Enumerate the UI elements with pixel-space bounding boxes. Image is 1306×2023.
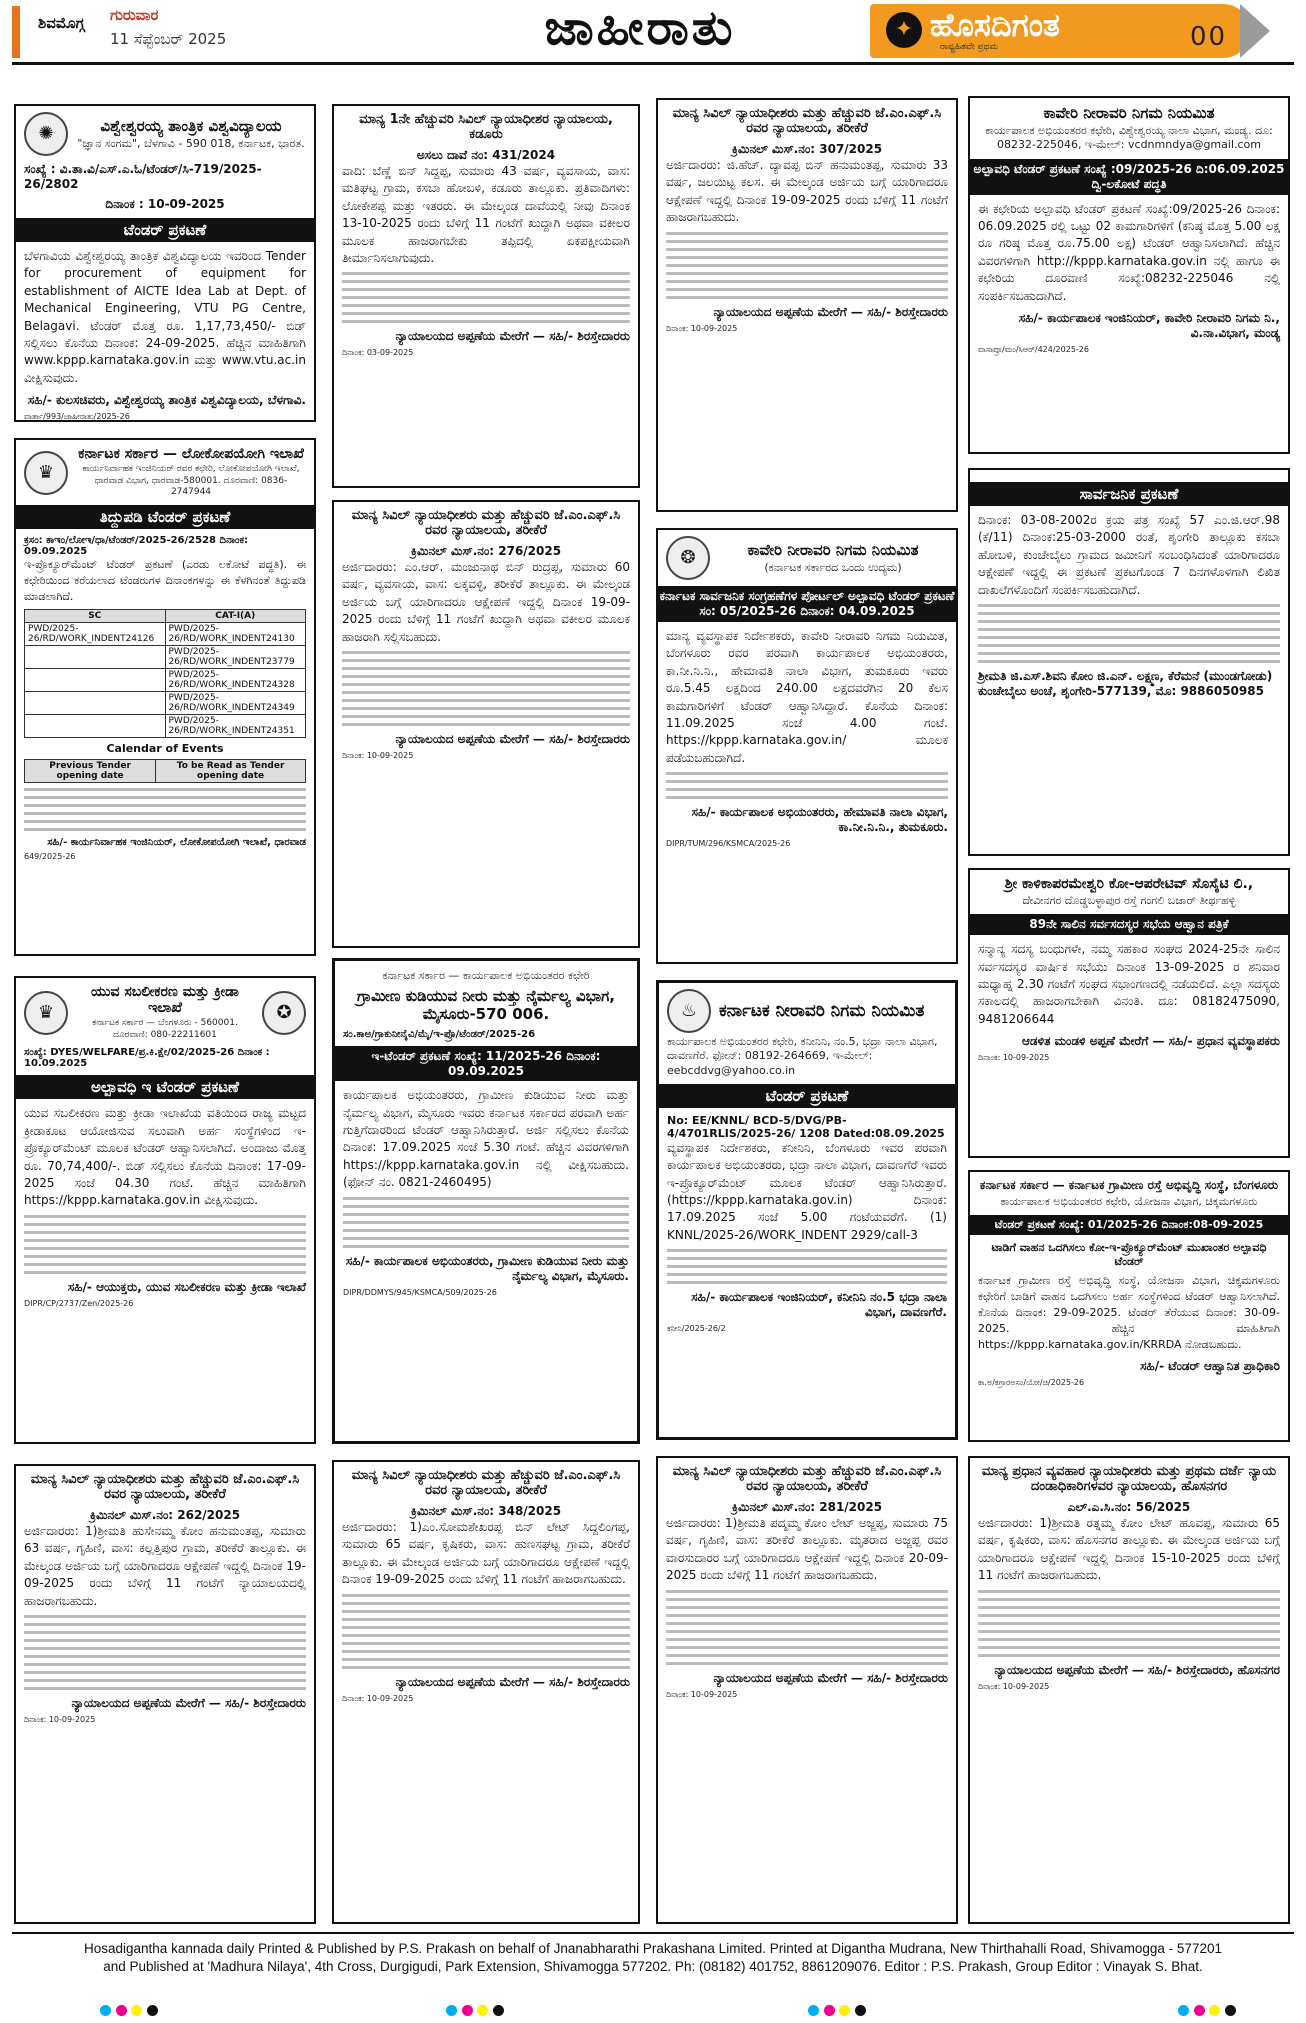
ad-subtitle: ಟಾಡಿಗೆ ವಾಹನ ಒದಗಿಸಲು ಕೋ-ಇ-ಪ್ರೊಕ್ಯೂರ್‌ಮೆಂಟ್ ಮುಖಾಂತರ ಅಲ್ಪಾವಧಿ ಟೆಂಡರ್ <box>991 1241 1267 1269</box>
ad-org-sub: ಕರ್ನಾಟಕ ಸರ್ಕಾರ — ಬೆಂಗಳೂರು - 560001. ದೂರವಾಣಿ: 080-22211601 <box>92 1018 238 1040</box>
ad-pwd-tender <box>14 438 316 956</box>
calendar-rows <box>24 788 306 831</box>
ad-body: ಅರ್ಜಿದಾರರು: 1)ಶ್ರೀಮತಿ ಪದ್ಮಮ್ಮ ಕೋಂ ಲೇಟ್ ಅಜ್ಜಪ್ಪ, ಸುಮಾರು 75 ವರ್ಷ, ಗೃಹಿಣಿ, ವಾಸ: ತರೀಕೆರೆ ತಾಲ್ಲೂಕು. ಮೃತರಾದ ಅಜ್ಜಪ್ಪ ರವರ ವಾರಸುದಾರರ ಬಗ್ಗೆ ಯಾರಿಗಾದರೂ ಆಕ್ಷೇಪಣೆ ಇದ್ದಲ್ಲಿ ದಿನಾಂಕ 20-09-2025 ರಂದು ಬೆಳಿಗ್ಗೆ 11 ಗಂಟೆಗೆ ಹಾಜರಾಗಬಹುದು. <box>666 1516 948 1583</box>
ad-sign: ಸಹಿ/- ಆಯುಕ್ತರು, ಯುವ ಸಬಲೀಕರಣ ಮತ್ತು ಕ್ರೀಡಾ ಇಲಾಖೆ <box>67 1279 306 1294</box>
ad-body: ಅರ್ಜಿದಾರರು: 1)ಎಂ.ಸೋಮಶೇಖರಪ್ಪ ಬಿನ್ ಲೇಟ್ ಸಿದ್ದಲಿಂಗಪ್ಪ, ಸುಮಾರು 65 ವರ್ಷ, ಕೃಷಿಕರು, ವಾಸ: ಹುಣಸಘಟ್ಟ ಗ್ರಾಮ, ತರೀಕೆರೆ ತಾಲ್ಲೂಕು. ಈ ಮೇಲ್ಕಂಡ ಅರ್ಜಿಯ ಬಗ್ಗೆ ಯಾರಿಗಾದರೂ ಆಕ್ಷೇಪಣೆ ಇದ್ದಲ್ಲಿ ದಿನಾಂಕ 19-09-2025 ರಂದು ಬೆಳಿಗ್ಗೆ 11 ಗಂಟೆಗೆ ಹಾಜರಾಗಬಹುದು. <box>342 1520 630 1587</box>
ad-body: ವ್ಯವಸ್ಥಾಪಕ ನಿರ್ದೇಶಕರು, ಕನೀನಿನಿ, ಬೆಂಗಳೂರು ಇವರ ಪರವಾಗಿ ಕಾರ್ಯಪಾಲಕ ಅಭಿಯಂತರರು, ಭದ್ರಾ ನಾಲಾ ವಿಭಾಗ, ದಾವಣಗೆರೆ ಇವರು ಇ-ಪ್ರೊಕ್ಯೂರ್‌ಮೆಂಟ್ ಮೂಲಕ ಟೆಂಡರ್ ಆಹ್ವಾನಿಸಿರುತ್ತಾರೆ. (https://kppp.karnataka.gov.in) ದಿನಾಂಕ: 17.09.2025 ಸಂಜೆ 5.00 ಗಂಟೆಯವರೆಗೆ. (1) KNNL/2025-26/WORK_INDENT 2929/call-3 <box>667 1140 947 1242</box>
ad-sign: ಸಹಿ/- ಕಾರ್ಯಪಾಲಕ ಅಭಿಯಂತರರು, ಹೇಮಾವತಿ ನಾಲಾ ವಿಭಾಗ, ಕಾ.ನೀ.ನಿ.ನಿ., ತುಮಕೂರು. <box>691 805 948 835</box>
ad-cooperative-agm <box>968 868 1290 1158</box>
ad-date: ದಿನಾಂಕ: 10-09-2025 <box>666 323 738 333</box>
ad-org-sub: ದೇವೀನಗರ ದೊಡ್ಡಬಳ್ಳಾಪುರ ರಸ್ತೆ ಗಂಗಲಿ ಬಜಾರ್ ತೀರ್ಥಹಳ್ಳಿ <box>1022 894 1236 907</box>
ad-banner: ಇ-ಟೆಂಡರ್ ಪ್ರಕಟಣೆ ಸಂಖ್ಯೆ: 11/2025-26 ದಿನಾಂಕ: 09.09.2025 <box>335 1046 637 1081</box>
table-cell <box>25 691 166 714</box>
edition-city: ಶಿವಮೊಗ್ಗ <box>38 14 85 32</box>
ad-org: ಮಾನ್ಯ ಸಿವಿಲ್ ನ್ಯಾಯಾಧೀಶರು ಮತ್ತು ಹೆಚ್ಚುವರಿ ಜೆ.ಎಂ.ಎಫ್.ಸಿ ರವರ ನ್ಯಾಯಾಲಯ, ತರೀಕೆರೆ <box>351 1468 621 1498</box>
ad-org: ಕರ್ನಾಟಕ ಸರ್ಕಾರ — ಕರ್ನಾಟಕ ಗ್ರಾಮೀಣ ರಸ್ತೆ ಅಭಿವೃದ್ಧಿ ಸಂಸ್ಥೆ, ಬೆಂಗಳೂರು <box>979 1178 1279 1192</box>
ad-banner: ಅಲ್ಪಾವಧಿ ಟೆಂಡರ್ ಪ್ರಕಟಣೆ ಸಂಖ್ಯೆ :09/2025-26 ದಿ:06.09.2025 ದ್ವಿ-ಲಕೋಟೆ ಪದ್ಧತಿ <box>970 159 1288 195</box>
table-cell: PWD/2025-26/RD/WORK_INDENT24351 <box>165 714 306 737</box>
ad-date: ದಿನಾಂಕ: 10-09-2025 <box>24 1714 96 1724</box>
indent-table <box>24 609 306 738</box>
ad-body: ಯುವ ಸಬಲೀಕರಣ ಮತ್ತು ಕ್ರೀಡಾ ಇಲಾಖೆಯ ವತಿಯಿಂದ ರಾಜ್ಯ ಮಟ್ಟದ ಕ್ರೀಡಾಕೂಟ ಆಯೋಜಿಸುವ ಸಲುವಾಗಿ ಅರ್ಹ ಸಂಸ್ಥೆಗಳಿಂದ ಇ-ಪ್ರೊಕ್ಯೂರ್‌ಮೆಂಟ್ ಮೂಲಕ ಟೆಂಡರ್ ಆಹ್ವಾನಿಸಲಾಗಿದೆ. ಅಂದಾಜು ಮೊತ್ತ ರೂ. 70,74,400/-. ಬಿಡ್ ಸಲ್ಲಿಸಲು ಕೊನೆಯ ದಿನಾಂಕ: 17-09-2025 ಸಂಜೆ 04.30 ಗಂಟೆ. ಹೆಚ್ಚಿನ ಮಾಹಿತಿಗಾಗಿ https://kppp.karnataka.gov.in ವೀಕ್ಷಿಸುವುದು. <box>24 1106 306 1208</box>
brand-name: ಹೊಸದಿಗಂತ <box>930 6 1060 44</box>
edition-day: ಗುರುವಾರ <box>110 6 159 24</box>
department-logo-icon: ✪ <box>262 991 306 1035</box>
ad-org-sub: ಕಾರ್ಯಪಾಲಕ ಅಭಿಯಂತರರ ಕಛೇರಿ, ಕನೀನಿನಿ, ನಂ.5, ಭದ್ರಾ ನಾಲಾ ವಿಭಾಗ, ದಾವಣಗೆರೆ. ಫೋನ್: 08192-264669, ಇ-ಮೇಲ್: eebcddvg@yahoo.co.in <box>667 1035 938 1077</box>
filler-text <box>342 272 630 323</box>
page-title: ಜಾಹೀರಾತು <box>544 0 736 56</box>
imprint-footer <box>12 1932 1294 1976</box>
ad-ref: ಸಂ.ಕಾಅ/ಗ್ರಾಕುನೀನೈವಿ/ಮೈ/ಇ-ಪ್ರೊ/ಟೆಂಡರ್/2025-26 <box>343 1029 536 1041</box>
filler-text <box>24 1615 306 1690</box>
ad-ref: ಕ್ರಿಮಿನಲ್ ಮಿಸ್.ನಂ: 276/2025 <box>410 544 562 558</box>
ad-ref: ಎಲ್.ಎ.ಸಿ.ನಂ: 56/2025 <box>1067 1500 1191 1514</box>
table-header: Previous Tender opening date <box>25 759 156 782</box>
state-emblem-icon: ♛ <box>24 991 68 1035</box>
university-emblem-icon: ✺ <box>24 112 68 156</box>
filler-text <box>667 1249 947 1284</box>
table-cell: PWD/2025-26/RD/WORK_INDENT24126 <box>25 622 166 645</box>
ad-code: DIPR/DDMYS/945/KSMCA/509/2025-26 <box>343 1287 497 1297</box>
table-cell <box>25 668 166 691</box>
ad-krrda-vehicle-tender <box>968 1170 1290 1442</box>
table-row <box>25 645 306 668</box>
registration-marks <box>808 2005 866 2017</box>
ad-banner: ಅಲ್ಪಾವಧಿ ಇ ಟೆಂಡರ್ ಪ್ರಕಟಣೆ <box>16 1075 314 1099</box>
ad-date: ದಿನಾಂಕ: 10-09-2025 <box>342 1693 414 1703</box>
ad-org-sub: "ಜ್ಞಾನ ಸಂಗಮ", ಬೆಳಗಾವಿ - 590 018, ಕರ್ನಾಟಕ, ಭಾರತ. <box>77 136 305 150</box>
ad-ref: No: EE/KNNL/ BCD-5/DVG/PB-4/4701RLIS/2025-26/ 1208 Dated:08.09.2025 <box>667 1113 945 1140</box>
ad-ref: ಸಂಖ್ಯೆ: DYES/WELFARE/ಪ್ರ.ಕಿ.ಕ್ಷೇ/02/2025-26 ದಿನಾಂಕ : 10.09.2025 <box>24 1047 270 1070</box>
ad-body: ವಾದಿ: ಬೆಣ್ಣೆ ಬಿನ್ ಸಿದ್ದಪ್ಪ, ಸುಮಾರು 43 ವರ್ಷ, ವ್ಯವಸಾಯ, ವಾಸ: ಮತಿಘಟ್ಟ ಗ್ರಾಮ, ಕಸಬಾ ಹೋಬಳಿ, ಕಡೂರು ತಾಲ್ಲೂಕು. ಪ್ರತಿವಾದಿಗಳು: ಲೋಕೇಶಪ್ಪ ಮತ್ತು ಇತರರು. ಈ ಮೇಲ್ಕಂಡ ದಾವೆಯಲ್ಲಿ ನೀವು ದಿನಾಂಕ 13-10-2025 ರಂದು ಬೆಳಿಗ್ಗೆ 11 ಗಂಟೆಗೆ ಖುದ್ದಾಗಿ ಅಥವಾ ವಕೀಲರ ಮೂಲಕ ಹಾಜರಾಗಬೇಕು ತಪ್ಪಿದಲ್ಲಿ ಏಕಪಕ್ಷೀಯವಾಗಿ ತೀರ್ಮಾನಿಸಲಾಗುವುದು. <box>342 164 630 265</box>
ad-banner: ಕರ್ನಾಟಕ ಸಾರ್ವಜನಿಕ ಸಂಗ್ರಹಣೆಗಳ ಪೋರ್ಟಲ್ ಅಲ್ಪಾವಧಿ ಟೆಂಡರ್ ಪ್ರಕಟಣೆ ಸಂ: 05/2025-26 ದಿನಾಂಕ: 04.09.2025 <box>658 586 956 622</box>
page-number: 00 <box>1190 22 1228 52</box>
header-arrow <box>1240 4 1270 58</box>
ad-body: ಬೆಳಗಾವಿಯ ವಿಶ್ವೇಶ್ವರಯ್ಯ ತಾಂತ್ರಿಕ ವಿಶ್ವವಿದ್ಯಾಲಯ ಇವರಿಂದ Tender for procurement of equipment for establishment of AICTE Idea Lab at Dept. of Mechanical Engineering, VTU PG Centre, Belagavi. ಟೆಂಡರ್ ಮೊತ್ತ ರೂ. 1,17,73,450/- ಬಿಡ್ ಸಲ್ಲಿಸಲು ಕೊನೆಯ ದಿನಾಂಕ: 24-09-2025. ಹೆಚ್ಚಿನ ಮಾಹಿತಿಗಾಗಿ www.kppp.karnataka.gov.in ಮತ್ತು www.vtu.ac.in ವೀಕ್ಷಿಸುವುದು. <box>24 249 306 385</box>
brand-tagline: ರಾಷ್ಟ್ರಹಿತವೇ ಪ್ರಥಮ <box>940 42 999 52</box>
table-header: To be Read as Tender opening date <box>156 759 306 782</box>
accent-bar <box>12 6 20 58</box>
registration-marks <box>446 2005 504 2017</box>
ad-date: ದಿನಾಂಕ: 10-09-2025 <box>978 1053 1050 1063</box>
table-cell <box>25 714 166 737</box>
ad-sign: ಸಹಿ/- ಕಾರ್ಯಪಾಲಕ ಇಂಜಿನಿಯರ್, ಕನೀನಿನಿ ನಂ.5 ಭದ್ರಾ ನಾಲಾ ವಿಭಾಗ, ದಾವಣಗೆರೆ. <box>691 1290 947 1320</box>
ad-org: ಮಾನ್ಯ 1ನೇ ಹೆಚ್ಚುವರಿ ಸಿವಿಲ್ ನ್ಯಾಯಾಧೀಶರ ನ್ಯಾಯಾಲಯ, ಕಡೂರು <box>359 112 613 142</box>
ad-org-sub: ಕಾರ್ಯನಿರ್ವಾಹಕ ಇಂಜಿನಿಯರ್ ರವರ ಕಛೇರಿ, ಲೋಕೋಪಯೋಗಿ ಇಲಾಖೆ, ಧಾರವಾಡ ವಿಭಾಗ, ಧಾರವಾಡ-580001. ದೂರವಾಣಿ: 0836-2747944 <box>82 464 300 498</box>
table-cell: PWD/2025-26/RD/WORK_INDENT24349 <box>165 691 306 714</box>
ad-ref: ಸಂಖ್ಯೆ : ವಿ.ತಾ.ವಿ/ಎಸ್.ಎ.ಓ/ಟೆಂಡರ್/ಸಿ-719/2025-26/2802 <box>24 162 262 191</box>
ad-org: ಮಾನ್ಯ ಪ್ರಧಾನ ವ್ಯವಹಾರ ನ್ಯಾಯಾಧೀಶರು ಮತ್ತು ಪ್ರಥಮ ದರ್ಜೆ ನ್ಯಾಯ ದಂಡಾಧಿಕಾರಿಗಳವರ ನ್ಯಾಯಾಲಯ, ಹೊಸನಗರ <box>981 1464 1277 1494</box>
ad-org: ಮಾನ್ಯ ಸಿವಿಲ್ ನ್ಯಾಯಾಧೀಶರು ಮತ್ತು ಹೆಚ್ಚುವರಿ ಜೆ.ಎಂ.ಎಫ್.ಸಿ ರವರ ನ್ಯಾಯಾಲಯ, ತರೀಕೆರೆ <box>30 1472 300 1502</box>
ad-org-sub: ಕಾರ್ಯಪಾಲಕ ಅಭಿಯಂತರರ ಕಛೇರಿ, ವಿಶ್ವೇಶ್ವರಯ್ಯ ನಾಲಾ ವಿಭಾಗ, ಮಂಡ್ಯ. ದೂ: 08232-225046, ಇ-ಮೇಲ್: vcdnmndya@gmail.com <box>985 124 1273 152</box>
calendar-table <box>24 759 306 783</box>
ad-org: ಮಾನ್ಯ ಸಿವಿಲ್ ನ್ಯಾಯಾಧೀಶರು ಮತ್ತು ಹೆಚ್ಚುವರಿ ಜೆ.ಎಂ.ಎಫ್.ಸಿ ರವರ ನ್ಯಾಯಾಲಯ, ತರೀಕೆರೆ <box>351 508 621 538</box>
ad-date: ದಿನಾಂಕ: 10-09-2025 <box>978 1681 1050 1691</box>
table-header: CAT-I(A) <box>165 609 306 622</box>
ad-sign: ಸಹಿ/- ಕಾರ್ಯಪಾಲಕ ಇಂಜಿನಿಯರ್, ಕಾವೇರಿ ನೀರಾವರಿ ನಿಗಮ ನಿ., ವಿ.ನಾ.ವಿಭಾಗ, ಮಂಡ್ಯ <box>1018 310 1280 340</box>
ad-org: ಯುವ ಸಬಲೀಕರಣ ಮತ್ತು ಕ್ರೀಡಾ ಇಲಾಖೆ <box>91 984 239 1016</box>
table-row <box>25 622 306 645</box>
ad-org: ಕಾವೇರಿ ನೀರಾವರಿ ನಿಗಮ ನಿಯಮಿತ <box>1043 104 1215 122</box>
ad-youth-sports-tender <box>14 976 316 1444</box>
ad-org-sub: ಕಾರ್ಯಪಾಲಕ ಅಭಿಯಂತರರ ಕಛೇರಿ, ಯೋಜನಾ ವಿಭಾಗ, ಚಿಕ್ಕಮಗಳೂರು <box>1000 1195 1258 1208</box>
filler-text <box>343 1197 629 1248</box>
ad-banner: 89ನೇ ಸಾಲಿನ ಸರ್ವಸದಸ್ಯರ ಸಭೆಯ ಆಹ್ವಾನ ಪತ್ರಿಕೆ <box>970 914 1288 935</box>
ad-cauvery-mandya-tender <box>968 96 1290 454</box>
ad-sign: ಆಡಳಿತ ಮಂಡಳಿ ಅಪ್ಪಣೆ ಮೇರೆಗೆ — ಸಹಿ/- ಪ್ರಧಾನ ವ್ಯವಸ್ಥಾಪಕರು <box>1021 1034 1280 1049</box>
ad-date: ದಿನಾಂಕ: 10-09-2025 <box>342 750 414 760</box>
ad-body: ಮಾನ್ಯ ವ್ಯವಸ್ಥಾಪಕ ನಿರ್ದೇಶಕರು, ಕಾವೇರಿ ನೀರಾವರಿ ನಿಗಮ ನಿಯಮಿತ, ಬೆಂಗಳೂರು ರವರ ಪರವಾಗಿ ಕಾರ್ಯಪಾಲಕ ಅಭಿಯಂತರರು, ಕಾ.ನೀ.ನಿ.ನಿ., ಹೇಮಾವತಿ ನಾಲಾ ವಿಭಾಗ, ತುಮಕೂರು ಇವರು ರೂ.5.45 ಲಕ್ಷದಿಂದ 240.00 ಲಕ್ಷದವರೆಗಿನ 20 ಕೆಲಸ ಕಾಮಗಾರಿಗಳಿಗೆ ಟೆಂಡರ್ ಆಹ್ವಾನಿಸಿದ್ದಾರೆ. ಕೊನೆಯ ದಿನಾಂಕ: 11.09.2025 ಸಂಜೆ 4.00 ಗಂಟೆ. https://kppp.karnataka.gov.in/ ಮೂಲಕ ಪಡೆಯಬಹುದಾಗಿದೆ. <box>666 629 948 765</box>
ad-org: ಕಾವೇರಿ ನೀರಾವರಿ ನಿಗಮ ನಿಯಮಿತ <box>747 540 919 559</box>
ad-sign: ನ್ಯಾಯಾಲಯದ ಅಪ್ಪಣೆಯ ಮೇರೆಗೆ — ಸಹಿ/- ಶಿರಸ್ತೇದಾರರು <box>395 731 630 746</box>
table-row <box>25 691 306 714</box>
ad-court-notice-307 <box>656 98 958 512</box>
filler-text <box>978 1590 1280 1657</box>
ad-banner: ಸಾರ್ವಜನಿಕ ಪ್ರಕಟಣೆ <box>970 482 1288 506</box>
ad-court-notice-276 <box>332 500 640 948</box>
ad-cauvery-tumkur-tender <box>656 528 958 964</box>
ad-sign: ಸಹಿ/- ಕಾರ್ಯನಿರ್ವಾಹಕ ಇಂಜಿನಿಯರ್, ಲೋಕೋಪಯೋಗಿ ಇಲಾಖೆ, ಧಾರವಾಡ <box>47 836 306 848</box>
table-cell: PWD/2025-26/RD/WORK_INDENT24328 <box>165 668 306 691</box>
ad-code: 649/2025-26 <box>24 851 76 861</box>
filler-text <box>24 1215 306 1274</box>
ad-sign: ನ್ಯಾಯಾಲಯದ ಅಪ್ಪಣೆಯ ಮೇರೆಗೆ — ಸಹಿ/- ಶಿರಸ್ತೇದಾರರು, ಹೊಸನಗರ <box>994 1662 1280 1677</box>
registration-marks <box>1178 2005 1236 2017</box>
filler-text <box>342 1594 630 1669</box>
ad-public-notice <box>968 468 1290 856</box>
table-row <box>25 668 306 691</box>
table-header: SC <box>25 609 166 622</box>
ad-sign: ನ್ಯಾಯಾಲಯದ ಅಪ್ಪಣೆಯ ಮೇರೆಗೆ — ಸಹಿ/- ಶಿರಸ್ತೇದಾರರು <box>71 1695 306 1710</box>
ad-code: ಕಾ.ಅ/ಕಗ್ರಾರಅಸಂ/ಯೋ/ಚಿ/2025-26 <box>978 1377 1085 1387</box>
ad-vtu-tender <box>14 104 316 422</box>
edition-date: 11 ಸೆಪ್ಟೆಂಬರ್ 2025 <box>110 30 227 48</box>
ad-code: DIPR/CP/2737/Zen/2025-26 <box>24 1298 134 1308</box>
table-cell <box>25 645 166 668</box>
knnl-logo-icon: ♨ <box>667 989 711 1033</box>
ad-date: ದಿನಾಂಕ: 03-09-2025 <box>342 348 414 358</box>
ad-ref: ಕ್ರಸಂ: ಕಾಇಂ/ಲೋಇ/ಧಾ/ಟೆಂಡರ್/2025-26/2528 ದಿನಾಂಕ: 09.09.2025 <box>24 535 248 558</box>
ad-ref: ಕ್ರಿಮಿನಲ್ ಮಿಸ್.ನಂ: 307/2025 <box>731 142 883 156</box>
ad-org: ಕರ್ನಾಟಕ ಸರ್ಕಾರ — ಲೋಕೋಪಯೋಗಿ ಇಲಾಖೆ <box>78 446 304 462</box>
ad-knnl-davanagere-tender <box>656 980 958 1440</box>
ad-body: ಇ-ಪ್ರೊಕ್ಯೂರ್‌ಮೆಂಟ್ ಟೆಂಡರ್ ಪ್ರಕಟಣೆ (ಎರಡು ಲಕೋಟೆ ಪದ್ಧತಿ). ಈ ಕಛೇರಿಯಿಂದ ಕರೆಯಲಾದ ಟೆಂಡರುಗಳ ದಿನಾಂಕಗಳನ್ನು ಈ ಕೆಳಗಿನಂತೆ ತಿದ್ದುಪಡಿ ಮಾಡಲಾಗಿದೆ. <box>24 558 306 603</box>
ad-court-notice-281 <box>656 1456 958 1924</box>
ad-body: ಈ ಕಛೇರಿಯ ಅಲ್ಪಾವಧಿ ಟೆಂಡರ್ ಪ್ರಕಟಣೆ ಸಂಖ್ಯೆ:09/2025-26 ದಿನಾಂಕ: 06.09.2025 ರಲ್ಲಿ ಒಟ್ಟು 02 ಕಾಮಗಾರಿಗಳಿಗೆ (ಕನಿಷ್ಠ ಮೊತ್ತ 5.00 ಲಕ್ಷ ರೂ ಗರಿಷ್ಠ ಮೊತ್ತ ರೂ.75.00 ಲಕ್ಷ) ಟೆಂಡರ್ ಆಹ್ವಾನಿಸಲಾಗಿದೆ. ಹೆಚ್ಚಿನ ವಿವರಗಳಿಗಾಗಿ http://kppp.karnataka.gov.in ನಲ್ಲಿ ಹಾಗೂ ಈ ಕಛೇರಿಯ ದೂರವಾಣಿ ಸಂಖ್ಯೆ:08232-225046 ನಲ್ಲಿ ಸಂಪರ್ಕಿಸಬಹುದಾಗಿದೆ. <box>978 201 1280 303</box>
imprint-line-2: and Published at 'Madhura Nilaya', 4th Cross, Durgigudi, Park Extension, Shivamogga 577202. Ph: (08182) 401752, 8861209076. Editor : P.S. Prakash, Group Editor : Vinayak S. Bhat. <box>103 1959 1203 1975</box>
ad-body: ಕಾರ್ಯಪಾಲಕ ಅಭಿಯಂತರರು, ಗ್ರಾಮೀಣ ಕುಡಿಯುವ ನೀರು ಮತ್ತು ನೈರ್ಮಲ್ಯ ವಿಭಾಗ, ಮೈಸೂರು ಇವರು ಕರ್ನಾಟಕ ಸರ್ಕಾರದ ಪರವಾಗಿ ಅರ್ಹ ಗುತ್ತಿಗೆದಾರರಿಂದ ಟೆಂಡರ್ ಆಹ್ವಾನಿಸಿರುತ್ತಾರೆ. ಅರ್ಜಿ ಸಲ್ಲಿಸಲು ಕೊನೆಯ ದಿನಾಂಕ: 17.09.2025 ಸಂಜೆ 5.30 ಗಂಟೆ. ಹೆಚ್ಚಿನ ವಿವರಗಳಿಗಾಗಿ https://kppp.karnataka.gov.in ನಲ್ಲಿ ವೀಕ್ಷಿಸಬಹುದು. (ಫೋನ್ ನಂ. 0821-2460495) <box>343 1088 629 1190</box>
ad-body: ಸನ್ಮಾನ್ಯ ಸದಸ್ಯ ಬಂಧುಗಳೇ, ನಮ್ಮ ಸಹಕಾರ ಸಂಘದ 2024-25ನೇ ಸಾಲಿನ ಸರ್ವಸದಸ್ಯರ ವಾರ್ಷಿಕ ಸಭೆಯು ದಿನಾಂಕ 13-09-2025 ರ ಶನಿವಾರ ಮಧ್ಯಾಹ್ನ 2.30 ಗಂಟೆಗೆ ಸಂಘದ ಸಭಾಂಗಣದಲ್ಲಿ ನಡೆಯಲಿದೆ. ಎಲ್ಲಾ ಸದಸ್ಯರು ಸಕಾಲದಲ್ಲಿ ಹಾಜರಾಗಬೇಕಾಗಿ ವಿನಂತಿ. ದೂ: 08182475090, 9481206644 <box>978 942 1280 1026</box>
ad-org: ಮಾನ್ಯ ಸಿವಿಲ್ ನ್ಯಾಯಾಧೀಶರು ಮತ್ತು ಹೆಚ್ಚುವರಿ ಜೆ.ಎಂ.ಎಫ್.ಸಿ ರವರ ನ್ಯಾಯಾಲಯ, ತರೀಕೆರೆ <box>672 1464 942 1494</box>
table-cell: PWD/2025-26/RD/WORK_INDENT24130 <box>165 622 306 645</box>
ad-org: ಶ್ರೀ ಕಾಳಿಕಾಪರಮೇಶ್ವರಿ ಕೋ-ಆಪರೇಟಿವ್ ಸೊಸೈಟಿ ಲಿ., <box>1004 876 1254 892</box>
ad-ref: ಕ್ರಿಮಿನಲ್ ಮಿಸ್.ನಂ: 281/2025 <box>731 1500 883 1514</box>
ad-code: ವಾರ್ತಾ/993/ಜಾಹೀರಾತು/2025-26 <box>24 412 130 422</box>
ad-code: ಕನೀನಿ/2025-26/2 <box>667 1324 726 1334</box>
ad-org-sub: (ಕರ್ನಾಟಕ ಸರ್ಕಾರದ ಒಂದು ಉದ್ಯಮ) <box>764 560 902 574</box>
ad-sign: ನ್ಯಾಯಾಲಯದ ಅಪ್ಪಣೆಯ ಮೇರೆಗೆ — ಸಹಿ/- ಶಿರಸ್ತೇದಾರರು <box>395 1674 630 1689</box>
registration-marks <box>100 2005 158 2017</box>
filler-text <box>978 604 1280 663</box>
ad-sign: ಸಹಿ/- ಕಾರ್ಯಪಾಲಕ ಅಭಿಯಂತರರು, ಗ್ರಾಮೀಣ ಕುಡಿಯುವ ನೀರು ಮತ್ತು ನೈರ್ಮಲ್ಯ ವಿಭಾಗ, ಮೈಸೂರು. <box>345 1253 629 1283</box>
ad-sign: ನ್ಯಾಯಾಲಯದ ಅಪ್ಪಣೆಯ ಮೇರೆಗೆ — ಸಹಿ/- ಶಿರಸ್ತೇದಾರರು <box>713 304 948 319</box>
ad-court-notice-262 <box>14 1464 316 1924</box>
ad-body: ಅರ್ಜಿದಾರರು: 1)ಶ್ರೀಮತಿ ಹುಸೇನಮ್ಮ ಕೋಂ ಹನುಮಂತಪ್ಪ, ಸುಮಾರು 63 ವರ್ಷ, ಗೃಹಿಣಿ, ವಾಸ: ಕಲ್ಲತ್ತಿಪುರ ಗ್ರಾಮ, ತರೀಕೆರೆ ತಾಲ್ಲೂಕು. ಈ ಮೇಲ್ಕಂಡ ಅರ್ಜಿಯ ಬಗ್ಗೆ ಯಾರಿಗಾದರೂ ಆಕ್ಷೇಪಣೆ ಇದ್ದಲ್ಲಿ ದಿನಾಂಕ 19-09-2025 ರಂದು ಬೆಳಿಗ್ಗೆ 11 ಗಂಟೆಗೆ ನ್ಯಾಯಾಲಯದಲ್ಲಿ ಹಾಜರಾಗಬಹುದು. <box>24 1524 306 1608</box>
ad-org: ವಿಶ್ವೇಶ್ವರಯ್ಯ ತಾಂತ್ರಿಕ ವಿಶ್ವವಿದ್ಯಾಲಯ <box>100 116 282 135</box>
ad-org: ಗ್ರಾಮೀಣ ಕುಡಿಯುವ ನೀರು ಮತ್ತು ನೈರ್ಮಲ್ಯ ವಿಭಾಗ, ಮೈಸೂರು-570 006. <box>357 987 615 1024</box>
table-cell: PWD/2025-26/RD/WORK_INDENT23779 <box>165 645 306 668</box>
ad-ref: ಅಸಲು ದಾವೆ ನಂ: 431/2024 <box>416 148 556 162</box>
ad-body: ಕರ್ನಾಟಕ ಗ್ರಾಮೀಣ ರಸ್ತೆ ಅಭಿವೃದ್ಧಿ ಸಂಸ್ಥೆ, ಯೋಜನಾ ವಿಭಾಗ, ಚಿಕ್ಕಮಗಳೂರು ಕಛೇರಿಗೆ ಬಾಡಿಗೆ ವಾಹನ ಒದಗಿಸಲು ಅರ್ಹ ಸಂಸ್ಥೆಗಳಿಂದ ಟೆಂಡರ್ ಆಹ್ವಾನಿಸಲಾಗಿದೆ. ಕೊನೆಯ ದಿನಾಂಕ: 29-09-2025. ಟೆಂಡರ್ ತೆರೆಯುವ ದಿನಾಂಕ: 30-09-2025. ಹೆಚ್ಚಿನ ಮಾಹಿತಿಗಾಗಿ https://kppp.karnataka.gov.in/KRRDA ನೋಡಬಹುದು. <box>978 1274 1280 1352</box>
ad-ref: ಕ್ರಿಮಿನಲ್ ಮಿಸ್.ನಂ: 348/2025 <box>410 1504 562 1518</box>
ad-body: ಅರ್ಜಿದಾರರು: ಎಂ.ಆರ್. ಮಂಜುನಾಥ ಬಿನ್ ರುದ್ರಪ್ಪ, ಸುಮಾರು 60 ವರ್ಷ, ವ್ಯವಸಾಯ, ವಾಸ: ಲಕ್ಕವಳ್ಳಿ, ತರೀಕೆರೆ ತಾಲ್ಲೂಕು. ಈ ಮೇಲ್ಕಂಡ ಅರ್ಜಿಯ ಬಗ್ಗೆ ಯಾರಿಗಾದರೂ ಆಕ್ಷೇಪಣೆ ಇದ್ದಲ್ಲಿ ದಿನಾಂಕ 19-09-2025 ರಂದು ಬೆಳಿಗ್ಗೆ 11 ಗಂಟೆಗೆ ಖುದ್ದಾಗಿ ಅಥವಾ ವಕೀಲರ ಮೂಲಕ ಹಾಜರಾಗಿ ಸಲ್ಲಿಸಬಹುದು. <box>342 560 630 644</box>
imprint-line-1: Hosadigantha kannada daily Printed & Published by P.S. Prakash on behalf of Jnanabharathi Prakashana Limited. Printed at Digantha Mudrana, New Thirthahalli Road, Shivamogga - 577201 <box>84 1941 1222 1956</box>
ad-hosanagara-court <box>968 1456 1290 1924</box>
ad-code: ವಾಸಾಪ್ರೂ/ಮಂ/ಸಿಆರ್/424/2025-26 <box>978 344 1089 354</box>
ad-banner: ಟೆಂಡರ್ ಪ್ರಕಟಣೆ ಸಂಖ್ಯೆ: 01/2025-26 ದಿನಾಂಕ:08-09-2025 <box>970 1215 1288 1235</box>
ad-ref-date: ದಿನಾಂಕ : 10-09-2025 <box>105 197 225 211</box>
filler-text <box>666 1590 948 1665</box>
ad-sign: ಸಹಿ/- ಟೆಂಡರ್ ಆಹ್ವಾನಿತ ಪ್ರಾಧಿಕಾರಿ <box>1140 1358 1280 1373</box>
filler-text <box>666 232 948 299</box>
ad-sign: ಸಹಿ/- ಕುಲಸಚಿವರು, ವಿಶ್ವೇಶ್ವರಯ್ಯ ತಾಂತ್ರಿಕ ವಿಶ್ವವಿದ್ಯಾಲಯ, ಬೆಳಗಾವಿ. <box>27 393 306 408</box>
ad-org: ಮಾನ್ಯ ಸಿವಿಲ್ ನ್ಯಾಯಾಧೀಶರು ಮತ್ತು ಹೆಚ್ಚುವರಿ ಜೆ.ಎಂ.ಎಫ್.ಸಿ ರವರ ನ್ಯಾಯಾಲಯ, ತರೀಕೆರೆ <box>672 106 942 136</box>
ad-sign: ನ್ಯಾಯಾಲಯದ ಅಪ್ಪಣೆಯ ಮೇರೆಗೆ — ಸಹಿ/- ಶಿರಸ್ತೇದಾರರು <box>713 1670 948 1685</box>
ad-date: ದಿನಾಂಕ: 10-09-2025 <box>666 1689 738 1699</box>
ad-sign: ನ್ಯಾಯಾಲಯದ ಅಪ್ಪಣೆಯ ಮೇರೆಗೆ — ಸಹಿ/- ಶಿರಸ್ತೇದಾರರು <box>395 329 630 344</box>
table-row <box>25 714 306 737</box>
state-emblem-icon: ♛ <box>24 451 68 495</box>
ad-banner: ತಿದ್ದುಪಡಿ ಟೆಂಡರ್ ಪ್ರಕಟಣೆ <box>16 505 314 529</box>
filler-text <box>666 772 948 799</box>
ad-body: ಅರ್ಜಿದಾರರು: ಜಿ.ಹೆಚ್. ದ್ಯಾವಪ್ಪ ಬಿನ್ ಹನುಮಂತಪ್ಪ, ಸುಮಾರು 33 ವರ್ಷ, ಜಲಯಿಟ್ಟ ಕಲಸ. ಈ ಮೇಲ್ಕಂಡ ಅರ್ಜಿಯ ಬಗ್ಗೆ ಯಾರಿಗಾದರೂ ಆಕ್ಷೇಪಣೆ ಇದ್ದಲ್ಲಿ ದಿನಾಂಕ 19-09-2025 ರಂದು ಬೆಳಿಗ್ಗೆ 11 ಗಂಟೆಗೆ ಹಾಜರಾಗಬಹುದು. <box>666 158 948 225</box>
ad-banner: ಟೆಂಡರ್ ಪ್ರಕಟಣೆ <box>16 218 314 242</box>
ad-code: DIPR/TUM/296/KSMCA/2025-26 <box>666 839 791 849</box>
ad-rdws-mysore-tender <box>332 958 640 1444</box>
lamp-icon: ✦ <box>886 12 922 48</box>
calendar-title: Calendar of Events <box>106 741 224 755</box>
ad-body: ದಿನಾಂಕ: 03-08-2002ರ ಕ್ರಯ ಪತ್ರ ಸಂಖ್ಯೆ 57 ಎಂ.ಜಿ.ಆರ್.98 (ಕೆ/11) ದಿನಾಂಕ:25-03-2000 ರಂತೆ, ಶೃಂಗೇರಿ ತಾಲ್ಲೂಕು ಕಸಬಾ ಹೋಬಳಿ, ಕುಂಚೇಬೈಲು ಗ್ರಾಮದ ಜಮೀನಿಗೆ ಸಂಬಂಧಿಸಿದಂತೆ ಯಾರಿಗಾದರೂ ಆಕ್ಷೇಪಣೆ ಇದ್ದಲ್ಲಿ ಈ ಪ್ರಕಟಣೆ ಪ್ರಕಟಗೊಂಡ 7 ದಿನಗಳೊಳಗಾಗಿ ಲಿಖಿತ ದಾಖಲೆಗಳೊಂದಿಗೆ ಸಂಪರ್ಕಿಸಬಹುದಾಗಿದೆ. <box>978 513 1280 597</box>
ad-body: ಅರ್ಜಿದಾರರು: 1)ಶ್ರೀಮತಿ ರತ್ನಮ್ಮ ಕೋಂ ಲೇಟ್ ಹೂವಪ್ಪ, ಸುಮಾರು 65 ವರ್ಷ, ಕೃಷಿಕರು, ವಾಸ: ಹೊಸನಗರ ತಾಲ್ಲೂಕು. ಈ ಮೇಲ್ಕಂಡ ಅರ್ಜಿಯ ಬಗ್ಗೆ ಯಾರಿಗಾದರೂ ಆಕ್ಷೇಪಣೆ ಇದ್ದಲ್ಲಿ ದಿನಾಂಕ 15-10-2025 ರಂದು ಬೆಳಿಗ್ಗೆ 11 ಗಂಟೆಗೆ ಹಾಜರಾಗಬಹುದು. <box>978 1516 1280 1583</box>
header-rule <box>12 62 1294 65</box>
ad-org-sub: ಕರ್ನಾಟಕ ಸರ್ಕಾರ — ಕಾರ್ಯಪಾಲಕ ಅಭಿಯಂತರರ ಕಛೇರಿ <box>382 969 590 982</box>
ad-court-notice-348 <box>332 1460 640 1924</box>
ad-ref: ಕ್ರಿಮಿನಲ್ ಮಿಸ್.ನಂ: 262/2025 <box>89 1508 241 1522</box>
ad-org: ಕರ್ನಾಟಕ ನೀರಾವರಿ ನಿಗಮ ನಿಯಮಿತ <box>719 1001 925 1021</box>
ad-banner: ಟೆಂಡರ್ ಪ್ರಕಟಣೆ <box>659 1084 955 1108</box>
filler-text <box>342 651 630 726</box>
cnnl-logo-icon: ❂ <box>666 536 710 580</box>
ad-kadur-court <box>332 104 640 488</box>
ad-sign: ಶ್ರೀಮತಿ ಜಿ.ಎಸ್.ಶಿವನಿ ಕೋಂ ಜಿ.ಎನ್. ಲಕ್ಷ್ಮಣ, ಕೆರೆಮನೆ (ಮುಂಡಗೋಡು) ಕುಂಚೇಬೈಲು ಅಂಚೆ, ಶೃಂಗೇರಿ-577139, ಮೊ: 9886050985 <box>978 668 1273 698</box>
